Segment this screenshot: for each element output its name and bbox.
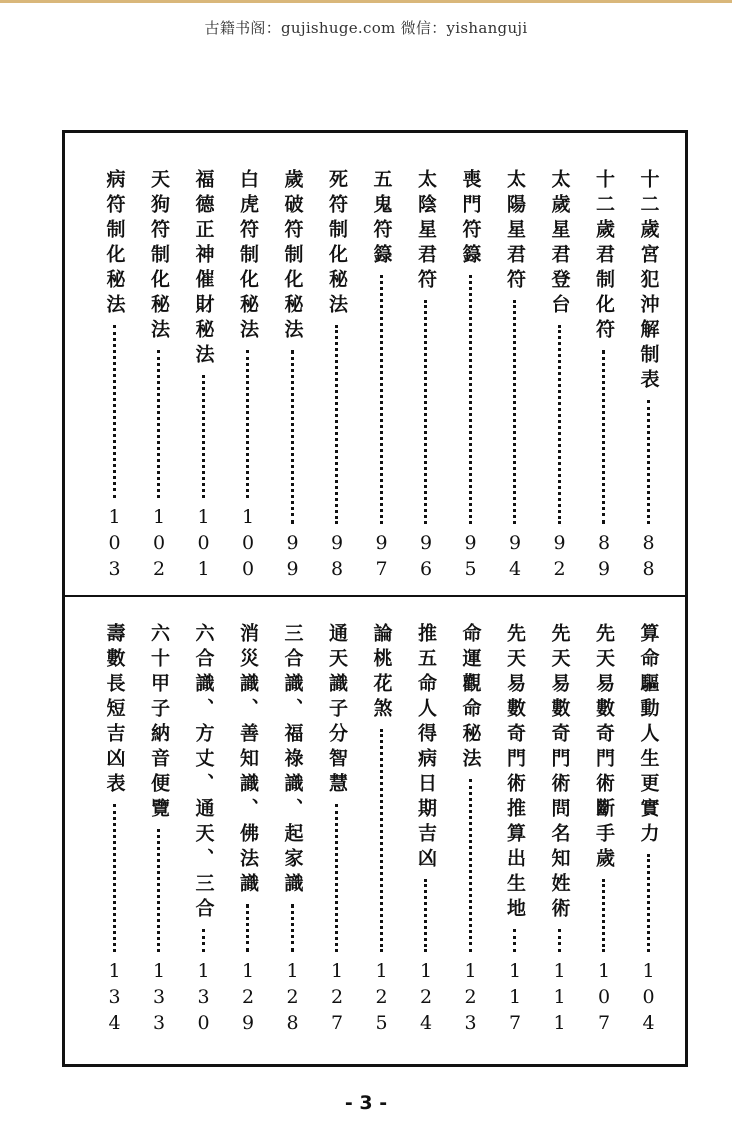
source-header: 古籍书阁：gujishuge.com 微信：yishanguji <box>204 19 528 37</box>
toc-entry-title: 六合識、方丈、通天、三合 <box>192 623 215 923</box>
toc-entry-title: 福德正神催財秘法 <box>192 169 215 369</box>
toc-entry-title: 十二歲宮犯沖解制表 <box>637 169 660 394</box>
toc-entry <box>183 623 223 1038</box>
toc-frame <box>62 130 688 1067</box>
toc-entry-title: 先天易數奇門術推算出生地 <box>504 623 526 923</box>
dot-leader <box>469 275 472 524</box>
toc-entry <box>406 623 446 1038</box>
toc-entry-page: 124 <box>415 960 437 1038</box>
dot-leader <box>380 729 383 952</box>
dot-leader <box>157 350 160 498</box>
toc-entry-page: 117 <box>504 960 526 1038</box>
toc-entry <box>94 169 134 584</box>
toc-entry-title: 喪門符籙 <box>459 169 482 269</box>
toc-entry-page: 133 <box>148 960 170 1038</box>
toc-entry-page: 127 <box>326 960 348 1038</box>
dot-leader <box>202 375 205 498</box>
toc-entry-page: 130 <box>192 960 215 1038</box>
dot-leader <box>335 804 338 952</box>
toc-entry <box>94 623 134 1038</box>
toc-entry <box>361 169 401 584</box>
toc-entry-title: 算命驅動人生更實力 <box>637 623 660 848</box>
toc-entry <box>450 169 490 584</box>
toc-entry <box>139 169 179 584</box>
dot-leader <box>291 904 294 952</box>
toc-entry-title: 壽數長短吉凶表 <box>103 623 126 798</box>
dot-leader <box>513 929 516 952</box>
toc-entry <box>450 623 490 1038</box>
toc-entry-title: 推五命人得病日期吉凶 <box>415 623 437 873</box>
dot-leader <box>513 300 516 524</box>
toc-entry-page: 102 <box>148 506 170 584</box>
toc-entry-title: 歲破符制化秘法 <box>281 169 304 344</box>
toc-lower-section <box>65 623 685 1038</box>
toc-entry-page: 89 <box>593 532 615 584</box>
toc-entry <box>183 169 223 584</box>
toc-entry <box>584 169 624 584</box>
toc-entry-title: 先天易數奇門術斷手歲 <box>593 623 615 873</box>
toc-entry-title: 病符制化秘法 <box>103 169 126 319</box>
toc-entry-title: 太陽星君符 <box>504 169 526 294</box>
dot-leader <box>647 400 650 524</box>
toc-entry <box>628 169 668 584</box>
toc-entry-page: 101 <box>192 506 215 584</box>
toc-entry-title: 太歲星君登台 <box>548 169 571 319</box>
dot-leader <box>380 275 383 524</box>
dot-leader <box>602 879 605 952</box>
toc-entry <box>406 169 446 584</box>
dot-leader <box>113 804 116 952</box>
toc-entry <box>228 169 268 584</box>
toc-entry-page: 92 <box>548 532 571 584</box>
dot-leader <box>335 325 338 524</box>
toc-entry-page: 129 <box>237 960 259 1038</box>
toc-entry-page: 96 <box>415 532 437 584</box>
toc-entry-page: 103 <box>103 506 126 584</box>
dot-leader <box>246 904 249 952</box>
dot-leader <box>558 929 561 952</box>
toc-entry <box>539 623 579 1038</box>
dot-leader <box>202 929 205 952</box>
dot-leader <box>558 325 561 524</box>
toc-entry-page: 128 <box>281 960 304 1038</box>
toc-entry-title: 十二歲君制化符 <box>593 169 615 344</box>
toc-entry-page: 104 <box>637 960 660 1038</box>
toc-entry-page: 95 <box>459 532 482 584</box>
toc-entry-title: 先天易數奇門術問名知姓術 <box>548 623 571 923</box>
dot-leader <box>424 300 427 524</box>
toc-entry <box>628 623 668 1038</box>
toc-entry <box>361 623 401 1038</box>
toc-entry <box>495 169 535 584</box>
toc-entry-page: 99 <box>281 532 304 584</box>
toc-entry-title: 五鬼符籙 <box>370 169 393 269</box>
toc-entry <box>584 623 624 1038</box>
toc-entry <box>539 169 579 584</box>
toc-entry-title: 三合識、福祿識、起家識 <box>281 623 304 898</box>
toc-entry-page: 88 <box>637 532 660 584</box>
toc-entry-page: 111 <box>548 960 571 1038</box>
toc-entry <box>272 623 312 1038</box>
toc-entry-title: 白虎符制化秘法 <box>237 169 259 344</box>
toc-upper-section <box>65 169 685 584</box>
toc-entry-page: 100 <box>237 506 259 584</box>
toc-entry <box>495 623 535 1038</box>
dot-leader <box>157 829 160 952</box>
toc-entry <box>139 623 179 1038</box>
dot-leader <box>246 350 249 498</box>
toc-entry-title: 死符制化秘法 <box>326 169 348 319</box>
toc-entry-title: 命運觀命秘法 <box>459 623 482 773</box>
toc-entry-title: 消災識、善知識、佛法識 <box>237 623 259 898</box>
toc-entry <box>228 623 268 1038</box>
toc-entry-page: 97 <box>370 532 393 584</box>
toc-entry-page: 98 <box>326 532 348 584</box>
toc-entry-title: 六十甲子納音便覽 <box>148 623 170 823</box>
toc-entry-title: 通天識子分智慧 <box>326 623 348 798</box>
toc-entry-page: 94 <box>504 532 526 584</box>
toc-entry-title: 太陰星君符 <box>415 169 437 294</box>
dot-leader <box>291 350 294 524</box>
dot-leader <box>602 350 605 524</box>
top-rule <box>0 0 732 3</box>
page-number: - 3 - <box>344 1092 388 1114</box>
toc-entry <box>272 169 312 584</box>
dot-leader <box>113 325 116 498</box>
dot-leader <box>469 779 472 952</box>
dot-leader <box>424 879 427 952</box>
toc-entry-title: 論桃花煞 <box>370 623 393 723</box>
section-divider <box>65 595 685 597</box>
toc-entry <box>317 169 357 584</box>
toc-entry <box>317 623 357 1038</box>
toc-entry-title: 天狗符制化秘法 <box>148 169 170 344</box>
dot-leader <box>647 854 650 952</box>
toc-entry-page: 125 <box>370 960 393 1038</box>
toc-entry-page: 123 <box>459 960 482 1038</box>
toc-entry-page: 107 <box>593 960 615 1038</box>
toc-entry-page: 134 <box>103 960 126 1038</box>
